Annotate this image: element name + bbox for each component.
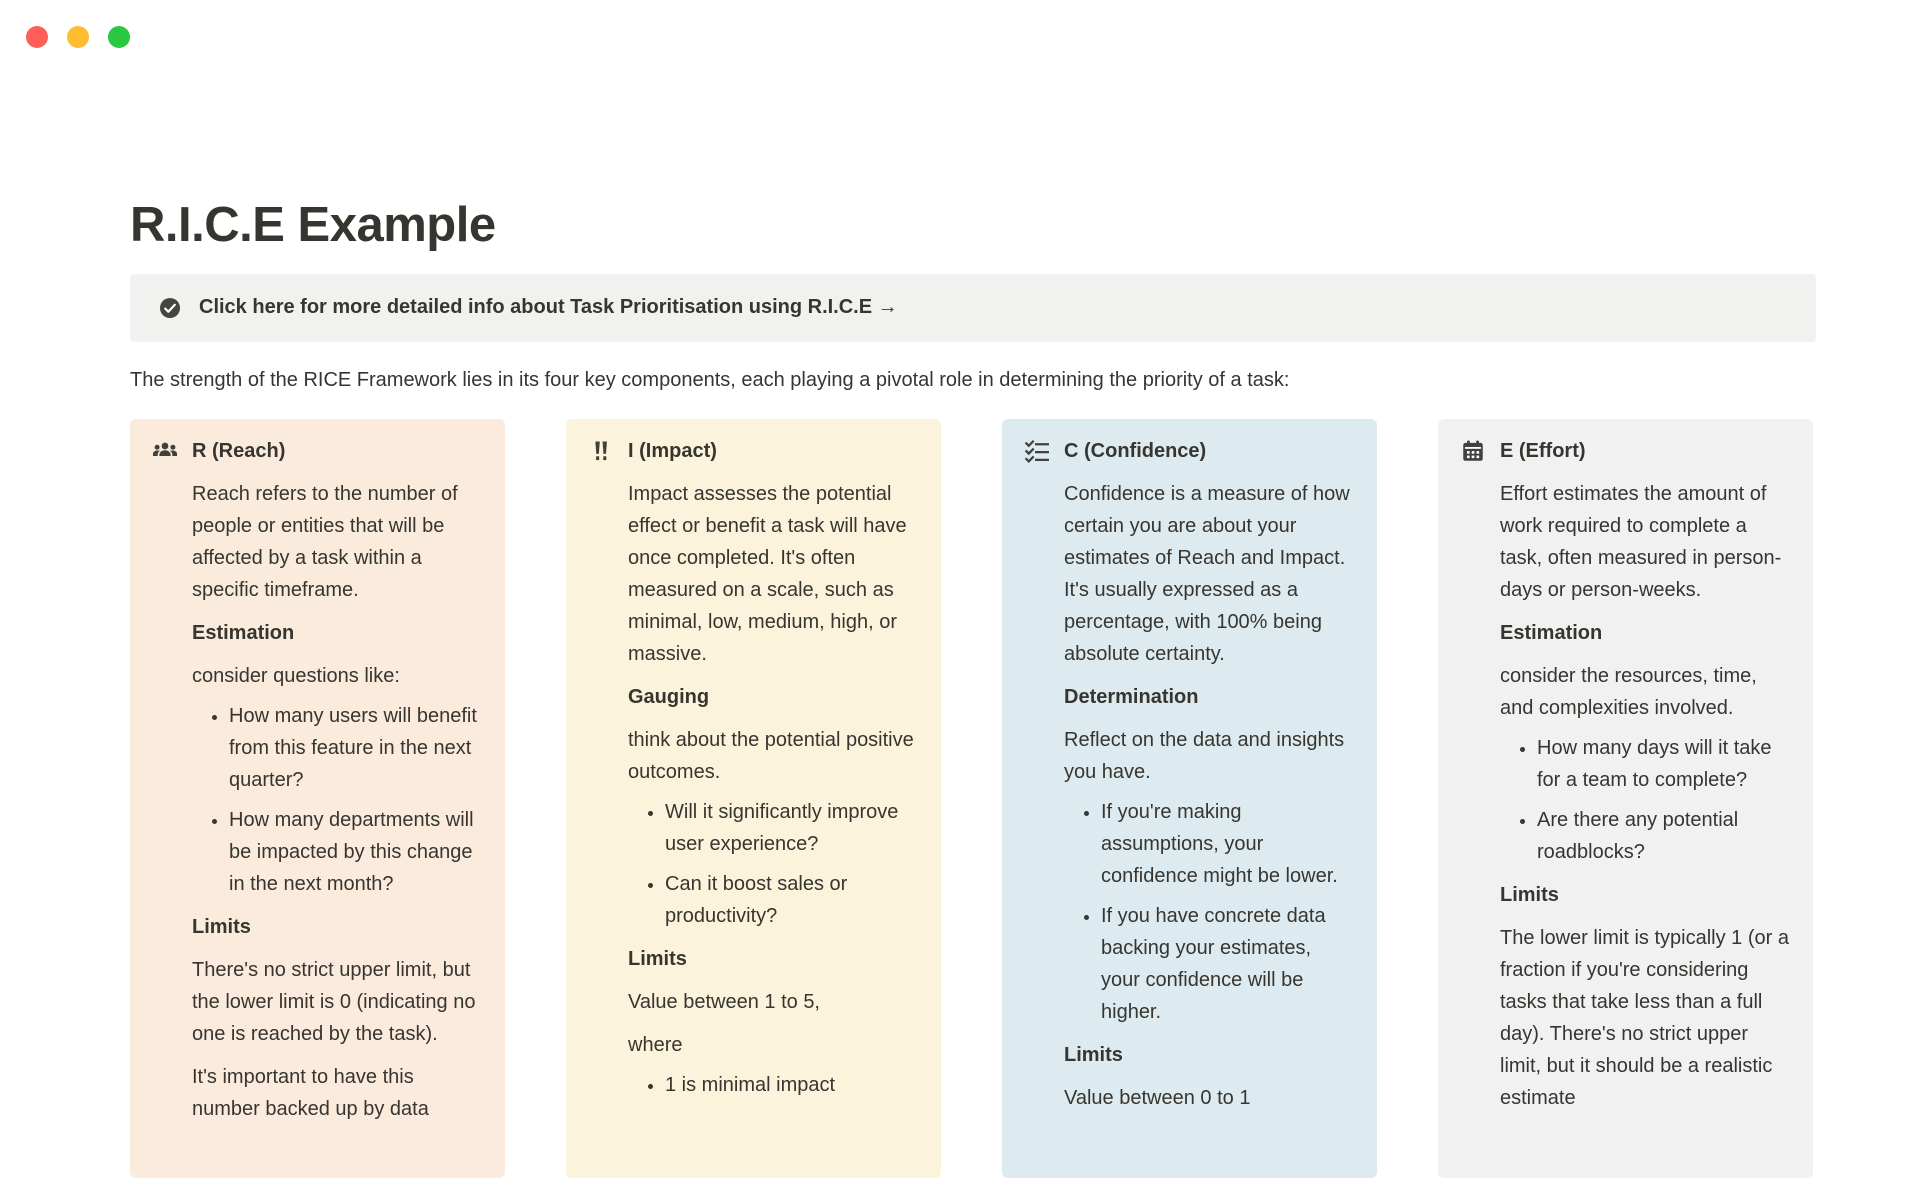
card-paragraph: Value between 1 to 5, <box>628 990 820 1013</box>
intro-paragraph: The strength of the RICE Framework lies in its four key components, each playing a pivotal role in determining the priority of a task: <box>130 368 1290 391</box>
bullet-list <box>628 796 917 932</box>
card-header <box>1460 435 1789 467</box>
card-paragraph: Reach refers to the number of people or entities that will be affected by a task within a specific timeframe. <box>192 482 458 601</box>
bullet-item: • How many days will it take for a team to complete? <box>1537 732 1789 796</box>
card-subheading: Limits <box>1500 883 1559 906</box>
card-paragraph: There's no strict upper limit, but the lower limit is 0 (indicating no one is reached by the task). <box>192 958 476 1045</box>
card-paragraph: It's important to have this number backed up by data <box>192 1065 429 1120</box>
card-body <box>1500 478 1789 1114</box>
card-reach <box>130 419 505 1178</box>
card-title: C (Confidence) <box>1064 439 1207 462</box>
bullet-item: • Will it significantly improve user experience? <box>665 796 917 860</box>
traffic-lights <box>26 26 130 48</box>
card-subheading: Estimation <box>1500 621 1603 644</box>
bullet-item: • How many users will benefit from this feature in the next quarter? <box>229 700 481 796</box>
callout-link-text[interactable]: Click here for more detailed info about Task Prioritisation using R.I.C.E → <box>199 296 898 319</box>
bullet-list <box>1500 732 1789 868</box>
callout-link-block[interactable] <box>130 274 1816 342</box>
minimize-button[interactable] <box>67 26 89 48</box>
card-body <box>1064 478 1353 1114</box>
page <box>130 0 1816 1178</box>
card-paragraph: Confidence is a measure of how certain you are about your estimates of Reach and Impact. It's usually expressed as a percentage, with 100% being absolute certainty. <box>1064 482 1350 665</box>
card-body <box>628 478 917 1101</box>
double-exclamation-icon <box>588 438 614 464</box>
card-paragraph: think about the potential positive outcomes. <box>628 728 914 783</box>
bullet-list <box>1064 796 1353 1028</box>
bullet-item: • How many departments will be impacted by this change in the next month? <box>229 804 481 900</box>
calendar-icon <box>1460 438 1486 464</box>
card-paragraph: Reflect on the data and insights you have. <box>1064 728 1345 783</box>
cards-row <box>130 419 1816 1178</box>
zoom-button[interactable] <box>108 26 130 48</box>
card-impact <box>566 419 941 1178</box>
card-header <box>588 435 917 467</box>
card-confidence <box>1002 419 1377 1178</box>
bullet-list <box>628 1069 917 1101</box>
card-header <box>152 435 481 467</box>
card-body <box>192 478 481 1125</box>
close-button[interactable] <box>26 26 48 48</box>
card-subheading: Estimation <box>192 621 295 644</box>
checklist-icon <box>1024 438 1050 464</box>
check-circle-icon <box>158 296 182 320</box>
card-header <box>1024 435 1353 467</box>
card-subheading: Limits <box>1064 1043 1123 1066</box>
card-subheading: Limits <box>192 915 251 938</box>
card-paragraph: The lower limit is typically 1 (or a fraction if you're considering tasks that take less than a full day). There's no strict upper limit, but it should be a realistic estimate <box>1500 926 1789 1109</box>
card-subheading: Limits <box>628 947 687 970</box>
bullet-item: • Are there any potential roadblocks? <box>1537 804 1789 868</box>
card-paragraph: where <box>628 1033 683 1056</box>
card-paragraph: Value between 0 to 1 <box>1064 1086 1251 1109</box>
page-title: R.I.C.E Example <box>130 198 496 252</box>
bullet-item: • 1 is minimal impact <box>665 1069 917 1101</box>
card-title: R (Reach) <box>192 439 286 462</box>
bullet-list <box>192 700 481 900</box>
card-paragraph: consider the resources, time, and complexities involved. <box>1500 664 1757 719</box>
bullet-item: • If you have concrete data backing your estimates, your confidence will be higher. <box>1101 900 1353 1028</box>
card-paragraph: Effort estimates the amount of work required to complete a task, often measured in person-days or person-weeks. <box>1500 482 1782 601</box>
card-title: I (Impact) <box>628 439 717 462</box>
bullet-item: • If you're making assumptions, your confidence might be lower. <box>1101 796 1353 892</box>
card-paragraph: consider questions like: <box>192 664 400 687</box>
card-effort <box>1438 419 1813 1178</box>
card-subheading: Gauging <box>628 685 710 708</box>
bullet-item: • Can it boost sales or productivity? <box>665 868 917 932</box>
people-icon <box>152 438 178 464</box>
card-title: E (Effort) <box>1500 439 1586 462</box>
card-paragraph: Impact assesses the potential effect or benefit a task will have once completed. It's often measured on a scale, such as minimal, low, medium, high, or massive. <box>628 482 907 665</box>
card-subheading: Determination <box>1064 685 1199 708</box>
